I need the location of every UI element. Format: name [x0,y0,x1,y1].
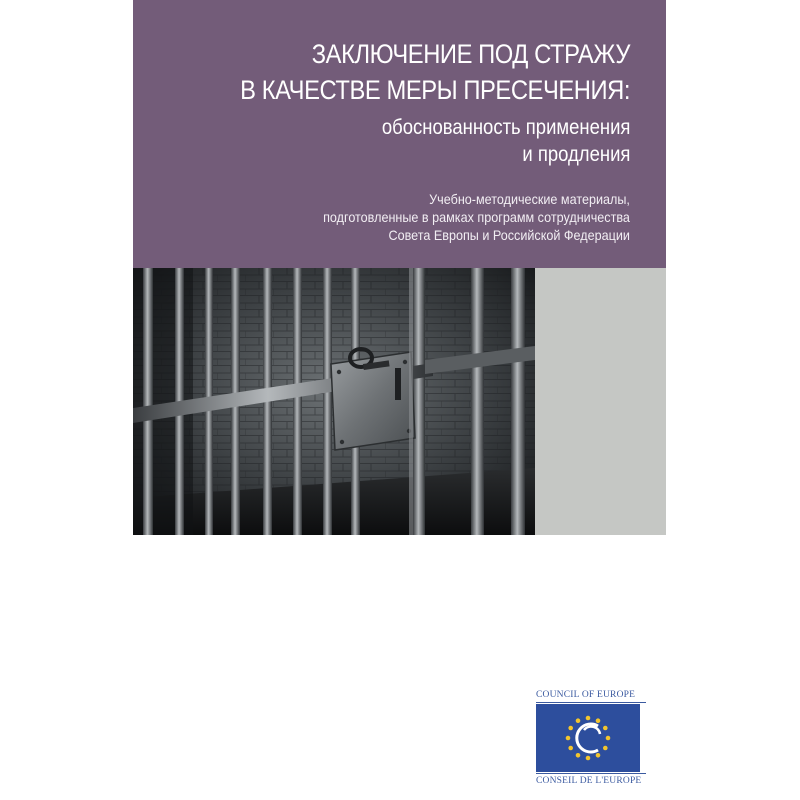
grey-panel [535,268,666,535]
subtitle-line-1: обоснованность применения [381,116,630,139]
cover-description [323,190,630,244]
description-line-1: Учебно-методические материалы, [429,191,630,207]
book-cover [133,0,666,800]
prison-cell-photo [133,268,535,535]
title-line-1: ЗАКЛЮЧЕНИЕ ПОД СТРАЖУ [311,39,630,69]
cover-title [240,36,630,108]
prison-door-illustration [133,268,535,535]
logo-name-en: COUNCIL OF EUROPE [536,689,646,703]
subtitle-line-2: и продления [522,143,630,166]
cover-header [133,0,666,268]
council-of-europe-emblem-icon [536,704,640,772]
description-line-3: Совета Европы и Российской Федерации [388,227,630,243]
logo-name-fr: CONSEIL DE L'EUROPE [536,773,646,787]
description-line-2: подготовленные в рамках программ сотрудничества [323,209,630,225]
emblem-stars-icon [536,704,640,772]
council-of-europe-logo [536,689,646,785]
cover-subtitle [381,114,630,168]
title-line-2: В КАЧЕСТВЕ МЕРЫ ПРЕСЕЧЕНИЯ: [240,75,630,105]
